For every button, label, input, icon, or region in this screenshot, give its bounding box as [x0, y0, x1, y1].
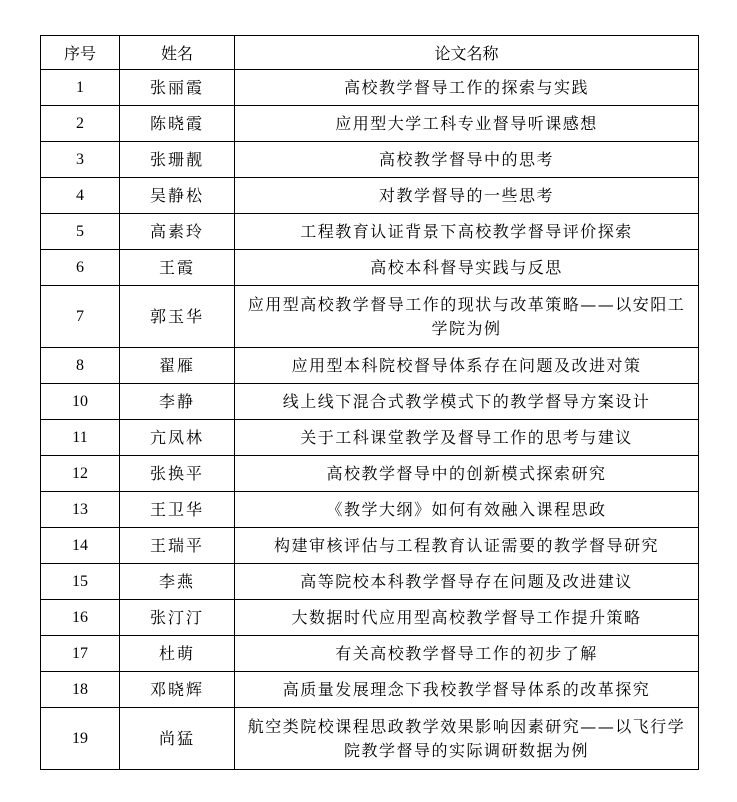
- table-row: [41, 708, 699, 770]
- row-index-cell: 12: [41, 456, 120, 492]
- table-body: [41, 70, 699, 770]
- row-name-cell: 李燕: [120, 564, 235, 600]
- row-name-cell: 郭玉华: [120, 286, 235, 348]
- table-row: [41, 492, 699, 528]
- row-name-cell: 王霞: [120, 250, 235, 286]
- table-row: [41, 636, 699, 672]
- row-title-cell: 《教学大纲》如何有效融入课程思政: [235, 492, 699, 528]
- row-name-cell: 王瑞平: [120, 528, 235, 564]
- row-index-cell: 6: [41, 250, 120, 286]
- table-row: [41, 178, 699, 214]
- row-name-cell: 张汀汀: [120, 600, 235, 636]
- row-name-cell: 尚猛: [120, 708, 235, 770]
- row-index-cell: 15: [41, 564, 120, 600]
- header-title: 论文名称: [235, 36, 699, 70]
- row-name-cell: 李静: [120, 384, 235, 420]
- row-index-cell: 1: [41, 70, 120, 106]
- table-row: [41, 348, 699, 384]
- row-name-cell: 亢凤林: [120, 420, 235, 456]
- row-name-cell: 王卫华: [120, 492, 235, 528]
- row-title-cell: 有关高校教学督导工作的初步了解: [235, 636, 699, 672]
- row-name-cell: 翟雁: [120, 348, 235, 384]
- row-name-cell: 张珊靓: [120, 142, 235, 178]
- header-index: 序号: [41, 36, 120, 70]
- row-title-cell: 应用型本科院校督导体系存在问题及改进对策: [235, 348, 699, 384]
- row-name-cell: 陈晓霞: [120, 106, 235, 142]
- row-index-cell: 8: [41, 348, 120, 384]
- row-index-cell: 11: [41, 420, 120, 456]
- row-title-cell: 大数据时代应用型高校教学督导工作提升策略: [235, 600, 699, 636]
- row-index-cell: 14: [41, 528, 120, 564]
- table-row: [41, 214, 699, 250]
- row-title-cell: 线上线下混合式教学模式下的教学督导方案设计: [235, 384, 699, 420]
- row-title-cell: 高校本科督导实践与反思: [235, 250, 699, 286]
- row-index-cell: 7: [41, 286, 120, 348]
- table-row: [41, 106, 699, 142]
- table-header-row: [41, 36, 699, 70]
- row-title-cell: 高校教学督导中的创新模式探索研究: [235, 456, 699, 492]
- row-name-cell: 吴静松: [120, 178, 235, 214]
- row-title-cell: 应用型大学工科专业督导听课感想: [235, 106, 699, 142]
- table-row: [41, 600, 699, 636]
- table-row: [41, 142, 699, 178]
- row-title-cell: 航空类院校课程思政教学效果影响因素研究——以飞行学院教学督导的实际调研数据为例: [235, 708, 699, 770]
- row-title-cell: 对教学督导的一些思考: [235, 178, 699, 214]
- row-index-cell: 17: [41, 636, 120, 672]
- row-index-cell: 13: [41, 492, 120, 528]
- row-title-cell: 工程教育认证背景下高校教学督导评价探索: [235, 214, 699, 250]
- row-index-cell: 4: [41, 178, 120, 214]
- row-index-cell: 2: [41, 106, 120, 142]
- row-title-cell: 高校教学督导中的思考: [235, 142, 699, 178]
- row-name-cell: 邓晓辉: [120, 672, 235, 708]
- row-name-cell: 张换平: [120, 456, 235, 492]
- row-title-cell: 应用型高校教学督导工作的现状与改革策略——以安阳工学院为例: [235, 286, 699, 348]
- row-title-cell: 构建审核评估与工程教育认证需要的教学督导研究: [235, 528, 699, 564]
- row-index-cell: 16: [41, 600, 120, 636]
- table-row: [41, 456, 699, 492]
- row-name-cell: 高素玲: [120, 214, 235, 250]
- row-name-cell: 杜萌: [120, 636, 235, 672]
- row-index-cell: 10: [41, 384, 120, 420]
- header-name: 姓名: [120, 36, 235, 70]
- table-row: [41, 420, 699, 456]
- table-row: [41, 250, 699, 286]
- table-row: [41, 384, 699, 420]
- row-title-cell: 高等院校本科教学督导存在问题及改进建议: [235, 564, 699, 600]
- row-title-cell: 高校教学督导工作的探索与实践: [235, 70, 699, 106]
- table-row: [41, 672, 699, 708]
- row-index-cell: 5: [41, 214, 120, 250]
- row-index-cell: 3: [41, 142, 120, 178]
- row-name-cell: 张丽霞: [120, 70, 235, 106]
- table-row: [41, 564, 699, 600]
- row-index-cell: 18: [41, 672, 120, 708]
- table-row: [41, 528, 699, 564]
- table-row: [41, 286, 699, 348]
- paper-list-table: [40, 35, 699, 770]
- row-title-cell: 关于工科课堂教学及督导工作的思考与建议: [235, 420, 699, 456]
- row-title-cell: 高质量发展理念下我校教学督导体系的改革探究: [235, 672, 699, 708]
- table-row: [41, 70, 699, 106]
- row-index-cell: 19: [41, 708, 120, 770]
